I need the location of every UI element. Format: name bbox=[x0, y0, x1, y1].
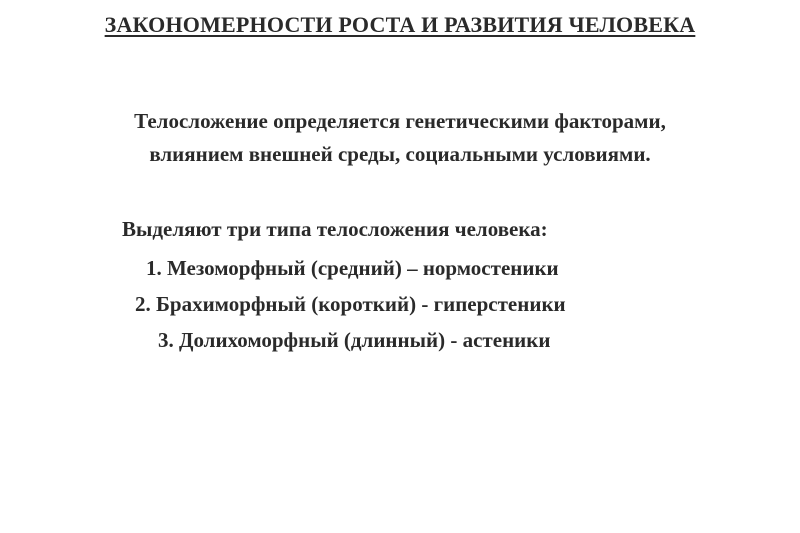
types-heading: Выделяют три типа телосложения человека: bbox=[122, 217, 548, 241]
list-item: 3. Долихоморфный (длинный) - астеники bbox=[158, 328, 551, 352]
intro-line-1: Телосложение определяется генетическими факторами, bbox=[134, 109, 666, 133]
list-item: 1. Мезоморфный (средний) – нормостеники bbox=[146, 256, 559, 280]
list-item: 2. Брахиморфный (короткий) - гиперстеники bbox=[135, 292, 566, 316]
types-list bbox=[0, 250, 800, 358]
intro-paragraph bbox=[0, 105, 800, 171]
intro-line-2: влиянием внешней среды, социальными условиями. bbox=[149, 142, 651, 166]
slide-title: ЗАКОНОМЕРНОСТИ РОСТА И РАЗВИТИЯ ЧЕЛОВЕКА bbox=[104, 12, 696, 37]
